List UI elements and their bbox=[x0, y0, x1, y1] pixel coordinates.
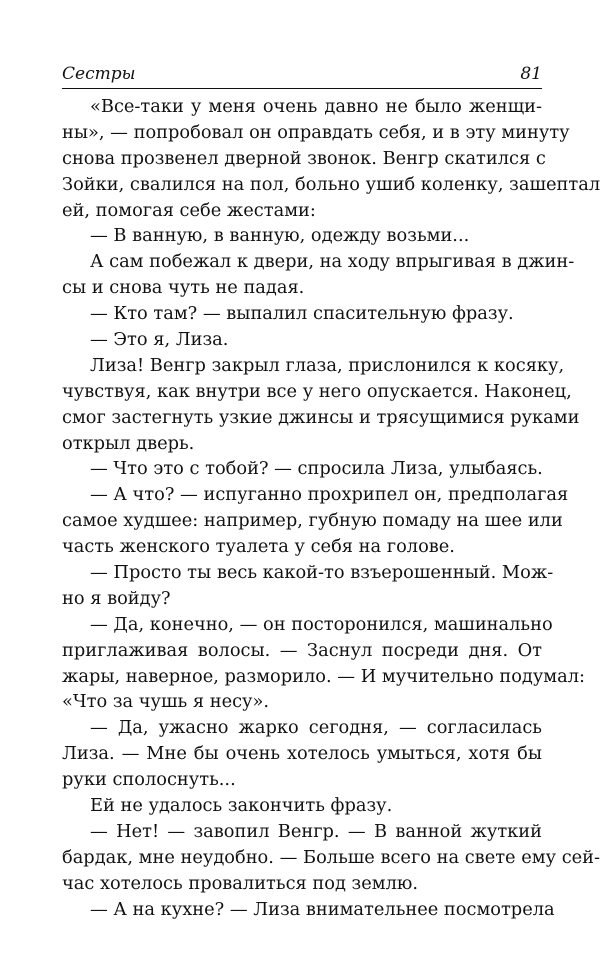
text-line: «Что за чушь я несу». bbox=[62, 691, 270, 713]
text-line: бардак, мне неудобно. — Больше всего на свете ему сей- bbox=[62, 846, 600, 868]
text-line: смог застегнуть узкие джинсы и трясущимися руками bbox=[62, 406, 580, 428]
text-line: жары, наверное, разморило. — И мучительно подумал: bbox=[62, 665, 586, 687]
text-line: — Да, конечно, — он посторонился, машинально bbox=[90, 613, 553, 635]
page-number: 81 bbox=[520, 64, 542, 84]
text-line: — А на кухне? — Лиза внимательнее посмотрела bbox=[90, 898, 555, 920]
text-line: Лиза. — Мне бы очень хотелось умыться, хотя бы bbox=[62, 743, 542, 765]
text-line: — Это я, Лиза. bbox=[90, 329, 229, 351]
text-line: А сам побежал к двери, на ходу впрыгивая в джин- bbox=[90, 251, 575, 273]
text-line: Ей не удалось закончить фразу. bbox=[90, 795, 393, 817]
text-line: — Просто ты весь какой-то взъерошенный. Мож- bbox=[90, 562, 554, 584]
text-line: приглаживая волосы. — Заснул посреди дня. От bbox=[62, 639, 542, 661]
text-line: — Да, ужасно жарко сегодня, — согласилась bbox=[90, 717, 542, 739]
text-line: снова прозвенел дверной звонок. Венгр скатился с bbox=[62, 147, 546, 169]
text-line: самое худшее: например, губную помаду на шее или bbox=[62, 510, 563, 532]
text-line: — В ванную, в ванную, одежду возьми... bbox=[90, 225, 470, 247]
text-line: ны», — попробовал он оправдать себя, и в эту минуту bbox=[62, 121, 570, 143]
text-line: час хотелось провалиться под землю. bbox=[62, 872, 419, 894]
text-line: — Кто там? — выпалил спасительную фразу. bbox=[90, 303, 514, 325]
text-line: открыл дверь. bbox=[62, 432, 195, 454]
text-line: но я войду? bbox=[62, 587, 171, 609]
text-line: ей, помогая себе жестами: bbox=[62, 199, 316, 221]
text-line: руки сполоснуть... bbox=[62, 769, 236, 791]
body-text bbox=[62, 94, 600, 923]
text-line: Лиза! Венгр закрыл глаза, прислонился к косяку, bbox=[90, 354, 565, 376]
text-line: — Что это с тобой? — спросила Лиза, улыбаясь. bbox=[90, 458, 543, 480]
running-head: Сестры bbox=[62, 64, 136, 84]
text-line: часть женского туалета у себя на голове. bbox=[62, 536, 455, 558]
text-line: «Все-таки у меня очень давно не было женщи- bbox=[90, 96, 542, 117]
text-line: — Нет! — завопил Венгр. — В ванной жуткий bbox=[90, 820, 542, 842]
text-line: сы и снова чуть не падая. bbox=[62, 277, 305, 299]
text-line: чувствуя, как внутри все у него опускается. Наконец, bbox=[62, 380, 572, 402]
text-line: — А что? — испуганно прохрипел он, предполагая bbox=[90, 484, 569, 506]
page-header bbox=[62, 62, 542, 89]
text-line: Зойки, свалился на пол, больно ушиб коленку, зашептал bbox=[62, 173, 600, 195]
